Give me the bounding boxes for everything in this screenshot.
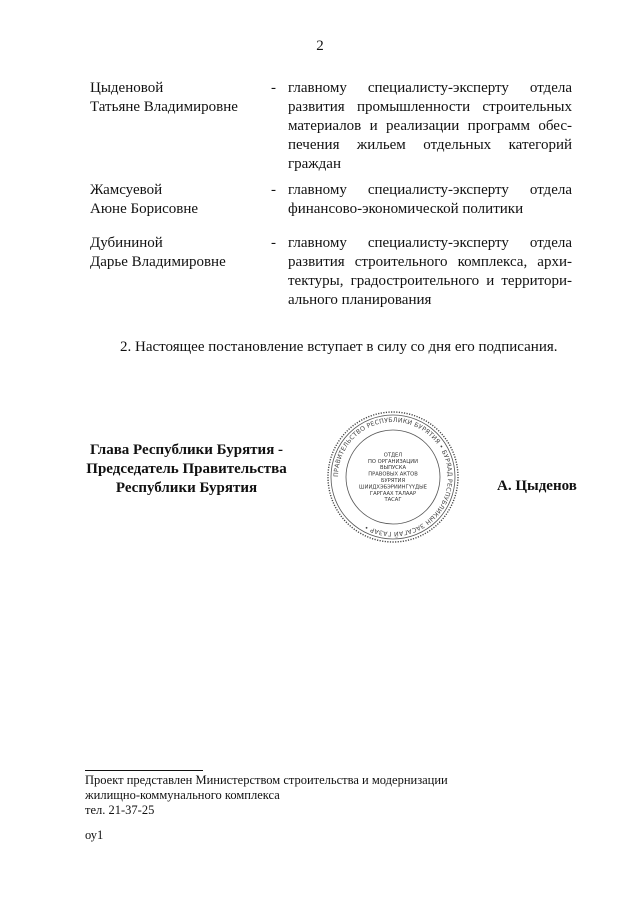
seal-center-line: ТАСАГ [384, 497, 402, 504]
dash: - [271, 80, 276, 96]
appointee-name [90, 234, 270, 272]
footnote-divider [85, 770, 203, 771]
appointee-position [288, 79, 572, 174]
clause-2: 2. Настоящее постановление вступает в силу со дня его подписания. [120, 339, 558, 355]
dash: - [271, 182, 276, 198]
position-line: развития строительного комплекса, архи- [288, 254, 572, 270]
seal-center-line: ШИИДХЭБЭРИИНГҮҮДЫЕ [359, 484, 427, 491]
dash: - [271, 235, 276, 251]
signer-title-line: Глава Республики Бурятия - [89, 442, 284, 458]
signer-name: А. Цыденов [497, 478, 577, 494]
signer-title [80, 441, 293, 498]
appointee-name [90, 181, 270, 219]
appointee-position [288, 181, 572, 219]
name-line: Аюне Борисовне [90, 201, 199, 217]
position-line: главному специалисту-эксперту отдела [288, 235, 572, 251]
seal-center-line: ВЫПУСКА [379, 465, 407, 472]
seal-center-line: ПО ОРГАНИЗАЦИИ [367, 458, 419, 465]
seal-center-text [359, 452, 427, 503]
footnote-line: тел. 21-37-25 [85, 803, 155, 817]
footnote-line: жилищно-коммунального комплекса [85, 788, 280, 802]
appointee-position [288, 234, 572, 310]
seal-center-line: ОТДЕЛ [383, 452, 403, 459]
name-line: Дарье Владимировне [90, 254, 226, 270]
page-number: 2 [316, 38, 324, 54]
position-line: тектуры, градостроительного и территори- [288, 273, 572, 289]
name-line: Цыденовой [90, 80, 164, 96]
official-seal [326, 410, 460, 544]
position-line: развития промышленности строительных [288, 99, 572, 115]
document-code: оу1 [85, 828, 104, 842]
signer-title-line: Председатель Правительства [86, 461, 287, 477]
name-line: Жамсуевой [90, 182, 163, 198]
name-line: Дубининой [90, 235, 163, 251]
seal-center-line: ГАРГААХ ТАЛААР [369, 490, 417, 497]
appointee-name [90, 79, 270, 117]
position-line: финансово-экономической политики [288, 201, 524, 217]
seal-center-line: ПРАВОВЫХ АКТОВ [368, 471, 418, 478]
name-line: Татьяне Владимировне [90, 99, 238, 115]
position-line: ального планирования [288, 292, 432, 308]
position-line: главному специалисту-эксперту отдела [288, 80, 572, 96]
footnote-line: Проект представлен Министерством строительства и модернизации [85, 773, 448, 787]
position-line: печения жильем отдельных категорий [288, 137, 572, 153]
signer-title-line: Республики Бурятия [115, 480, 258, 496]
footnote [85, 773, 448, 818]
position-line: материалов и реализации программ обес- [288, 118, 572, 134]
position-line: граждан [288, 156, 341, 172]
seal-ring-text: ПРАВИТЕЛЬСТВО РЕСПУБЛИКИ БУРЯТИЯ • БУРЯАД РЕСПУБЛИКЫН ЗАСАГАЙ ГАЗАР • [332, 416, 454, 538]
position-line: главному специалисту-эксперту отдела [288, 182, 572, 198]
seal-center-line: БУРЯТИЯ [380, 478, 406, 484]
